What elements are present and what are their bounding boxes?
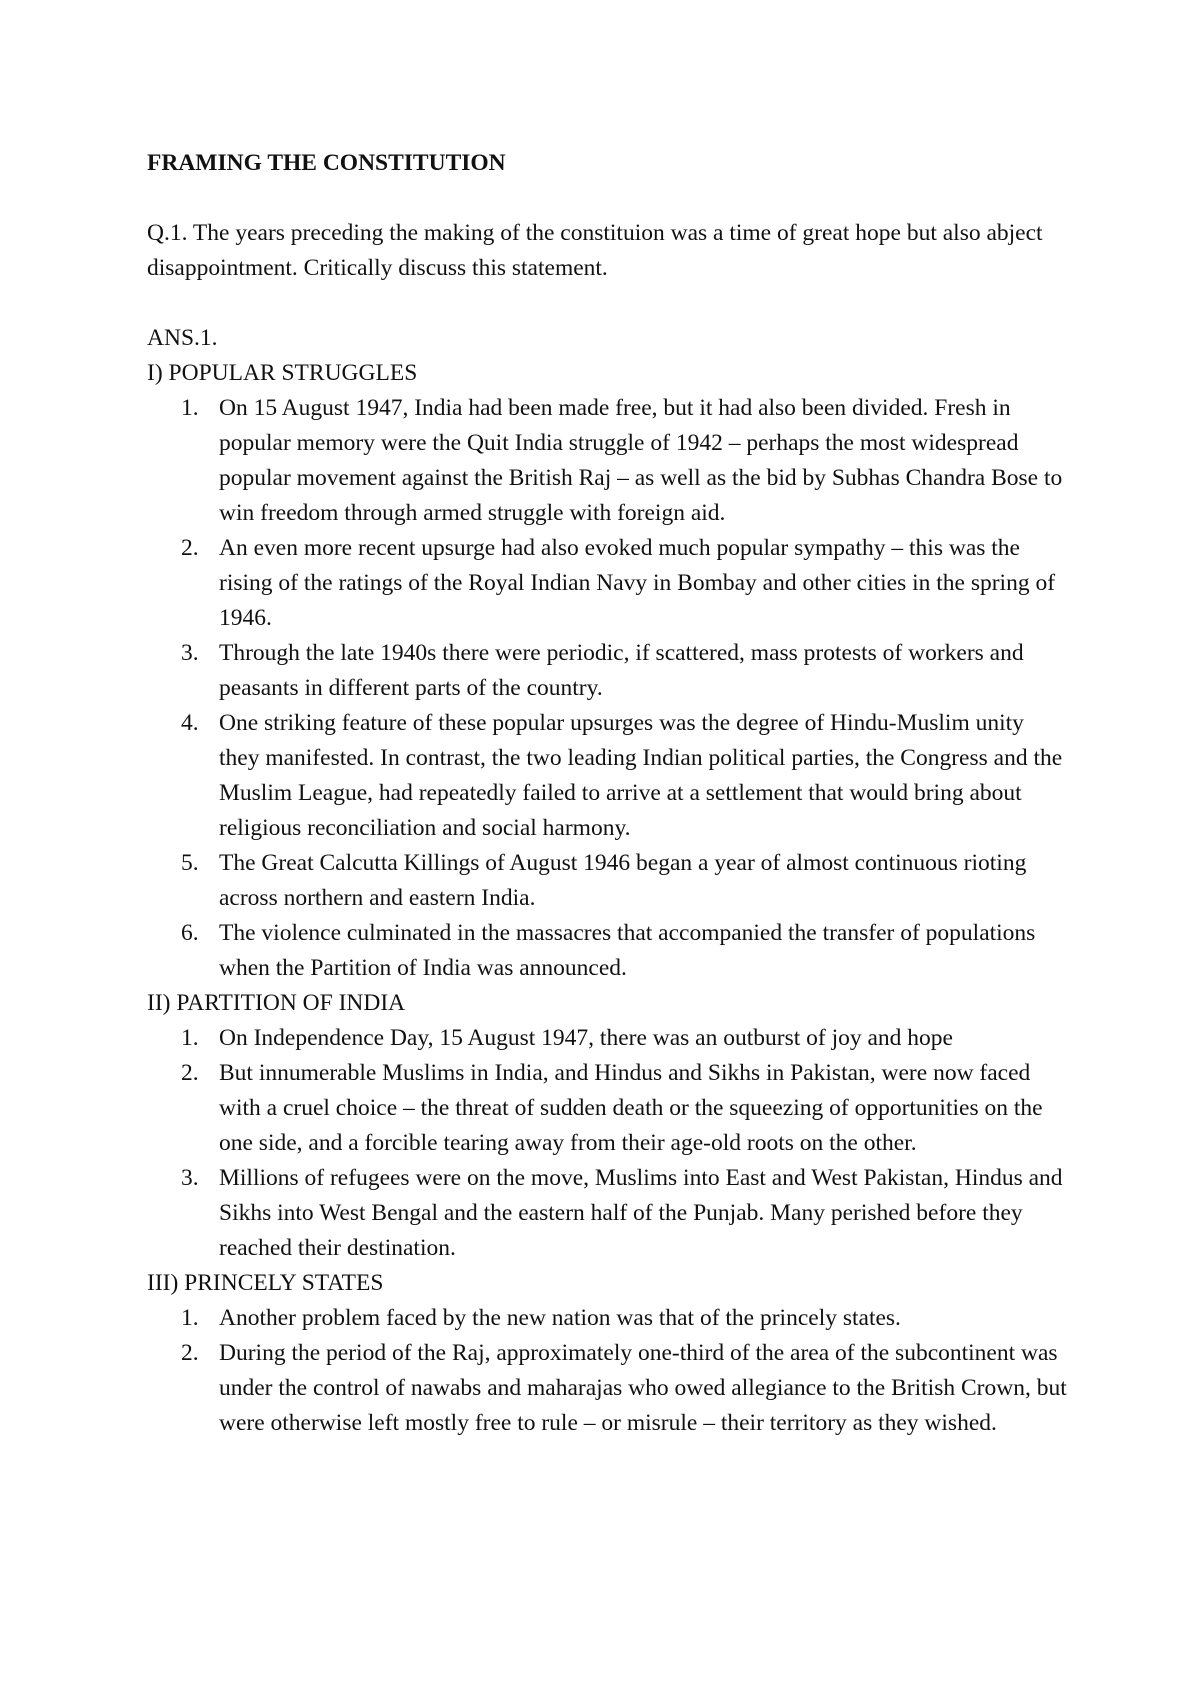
list-item-number: 6. (181, 920, 199, 946)
section-heading-partition-of-india: II) PARTITION OF INDIA (147, 990, 406, 1016)
list-item-text: The violence culminated in the massacres that accompanied the transfer of populations when the Partition of India was announced. (219, 920, 1036, 981)
list-item-text: Another problem faced by the new nation was that of the princely states. (219, 1305, 901, 1331)
document-body (147, 146, 1067, 1441)
list-item (147, 1161, 1067, 1266)
list-item-number: 5. (181, 850, 199, 876)
list-item-text: On Independence Day, 15 August 1947, there was an outburst of joy and hope (219, 1025, 953, 1051)
list-item (147, 1301, 1067, 1336)
list-item (147, 1336, 1067, 1441)
popular-struggles-list (147, 391, 1067, 986)
list-item (147, 706, 1067, 846)
list-item-number: 4. (181, 710, 199, 736)
list-item-text: Millions of refugees were on the move, Muslims into East and West Pakistan, Hindus and Sikhs into West Bengal and the eastern half of the Punjab. Many perished before they reached their destination. (219, 1165, 1063, 1261)
section-heading-popular-struggles: I) POPULAR STRUGGLES (147, 360, 418, 386)
section-heading-princely-states: III) PRINCELY STATES (147, 1270, 384, 1296)
list-item (147, 391, 1067, 531)
list-item-text: Through the late 1940s there were periodic, if scattered, mass protests of workers and peasants in different parts of the country. (219, 640, 1024, 701)
list-item-number: 3. (181, 1165, 199, 1191)
list-item (147, 846, 1067, 916)
list-item-text: On 15 August 1947, India had been made free, but it had also been divided. Fresh in popular memory were the Quit India struggle of 1942 – perhaps the most widespread popular movement against the British Raj – as well as the bid by Subhas Chandra Bose to win freedom through armed struggle with foreign aid. (219, 395, 1063, 526)
list-item-text: An even more recent upsurge had also evoked much popular sympathy – this was the rising of the ratings of the Royal Indian Navy in Bombay and other cities in the spring of 1946. (219, 535, 1056, 631)
list-item (147, 531, 1067, 636)
list-item-number: 2. (181, 1060, 199, 1086)
list-item-number: 2. (181, 1340, 199, 1366)
list-item-number: 1. (181, 1305, 199, 1331)
list-item-number: 1. (181, 1025, 199, 1051)
question-text: Q.1. The years preceding the making of the constituion was a time of great hope but also abject disappointment. Critically discuss this statement. (147, 220, 1043, 281)
list-item-text: The Great Calcutta Killings of August 1946 began a year of almost continuous rioting across northern and eastern India. (219, 850, 1027, 911)
list-item-text: But innumerable Muslims in India, and Hindus and Sikhs in Pakistan, were now faced with a cruel choice – the threat of sudden death or the squeezing of opportunities on the one side, and a forcible tearing away from their age-old roots on the other. (219, 1060, 1043, 1156)
answer-label: ANS.1. (147, 325, 218, 351)
list-item (147, 636, 1067, 706)
list-item-text: During the period of the Raj, approximately one-third of the area of the subcontinent was under the control of nawabs and maharajas who owed allegiance to the British Crown, but were otherwise left mostly free to rule – or misrule – their territory as they wished. (219, 1340, 1067, 1436)
list-item (147, 916, 1067, 986)
list-item-text: One striking feature of these popular upsurges was the degree of Hindu-Muslim unity they manifested. In contrast, the two leading Indian political parties, the Congress and the Muslim League, had repeatedly failed to arrive at a settlement that would bring about religious reconciliation and social harmony. (219, 710, 1063, 841)
list-item (147, 1056, 1067, 1161)
list-item-number: 1. (181, 395, 199, 421)
partition-of-india-list (147, 1021, 1067, 1266)
document-title: FRAMING THE CONSTITUTION (147, 150, 506, 176)
list-item-number: 3. (181, 640, 199, 666)
list-item (147, 1021, 1067, 1056)
list-item-number: 2. (181, 535, 199, 561)
princely-states-list (147, 1301, 1067, 1441)
